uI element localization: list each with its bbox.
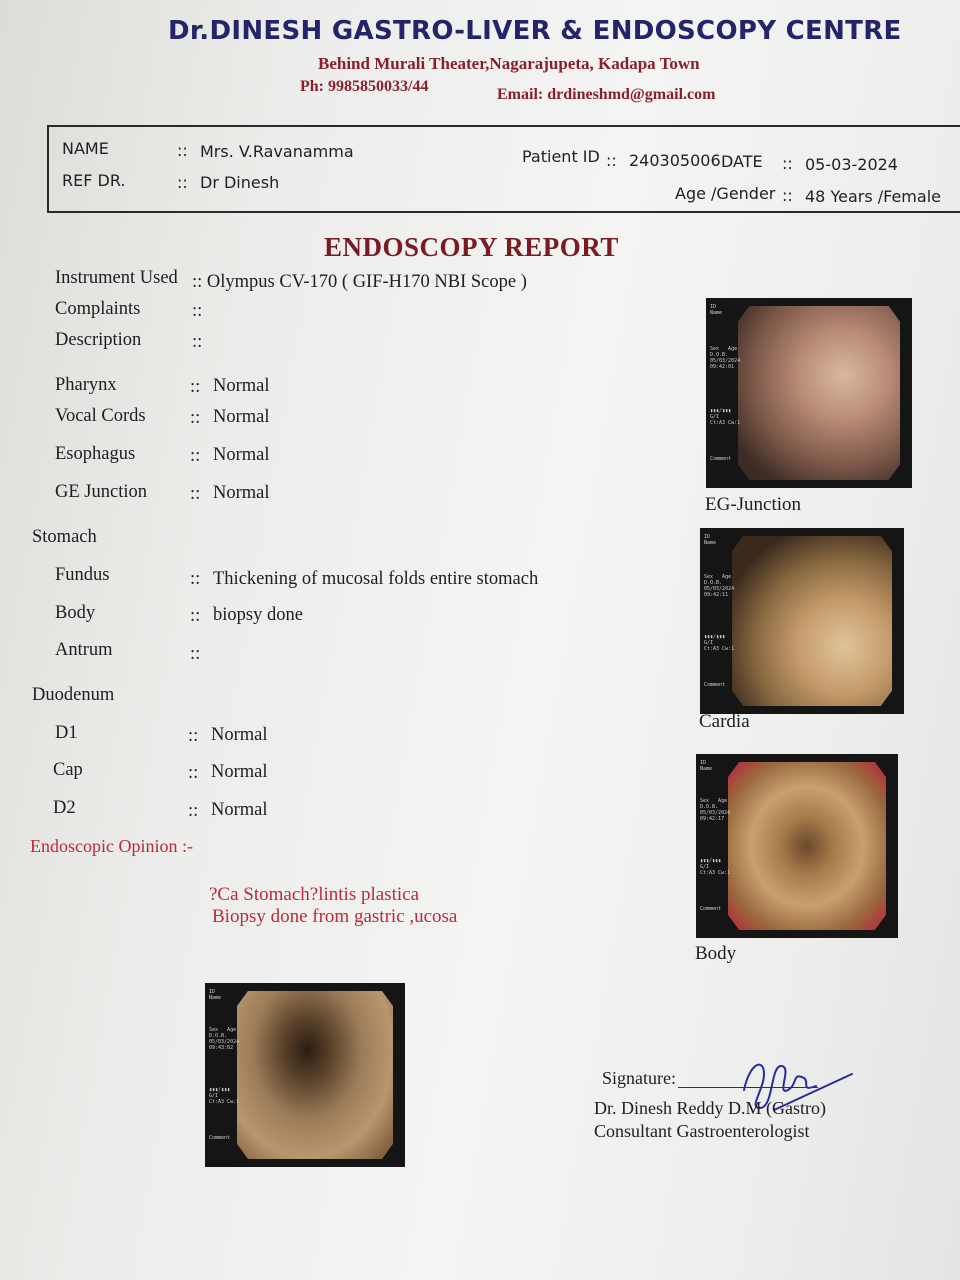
caption-body: Body <box>695 943 737 964</box>
date-separator: :: <box>782 154 793 173</box>
duodenum-heading: Duodenum <box>32 685 115 705</box>
esophagus-value: Normal <box>213 445 270 465</box>
opinion-label: Endoscopic Opinion :- <box>30 836 193 856</box>
clinic-address: Behind Murali Theater,Nagarajupeta, Kadapa Town <box>318 54 700 73</box>
instrument-label: Instrument Used <box>55 268 178 288</box>
ge-junction-label: GE Junction <box>55 482 147 502</box>
vocal-cords-separator: :: <box>190 408 201 428</box>
name-separator: :: <box>177 141 188 160</box>
patient-id: 240305006 <box>629 151 721 170</box>
pharynx-separator: :: <box>190 377 201 397</box>
antrum-label: Antrum <box>55 640 113 660</box>
id-separator: :: <box>606 151 617 170</box>
body-separator: :: <box>190 606 201 626</box>
date-label: DATE <box>721 152 763 171</box>
ref-doctor: Dr Dinesh <box>200 173 280 192</box>
instrument-value: :: Olympus CV-170 ( GIF-H170 NBI Scope ) <box>192 272 527 292</box>
caption-eg-junction: EG-Junction <box>705 494 802 515</box>
fundus-value: Thickening of mucosal folds entire stomach <box>213 569 539 589</box>
vocal-cords-label: Vocal Cords <box>55 406 146 426</box>
stomach-heading: Stomach <box>32 527 97 547</box>
patient-name: Mrs. V.Ravanamma <box>200 142 354 161</box>
patient-id-label: Patient ID <box>522 147 600 166</box>
body-value: biopsy done <box>213 605 303 625</box>
cap-value: Normal <box>211 762 268 782</box>
vocal-cords-value: Normal <box>213 407 270 427</box>
antrum-separator: :: <box>190 644 201 664</box>
d1-value: Normal <box>211 725 268 745</box>
report-date: 05-03-2024 <box>805 155 898 174</box>
age-gender-label: Age /Gender <box>675 184 776 203</box>
complaints-separator: :: <box>192 301 203 321</box>
caption-cardia: Cardia <box>699 711 750 732</box>
ge-junction-value: Normal <box>213 483 270 503</box>
ref-separator: :: <box>177 173 188 192</box>
opinion-line-1: ?Ca Stomach?lintis plastica <box>209 884 420 905</box>
fundus-label: Fundus <box>55 565 110 585</box>
endoscopy-image-body: ID Name Sex Age D.O.B. 05/03/2024 09:42:17 ▮▮▮/▮▮▮ G/I Ct:A3 Cw:1 Comment <box>696 754 898 938</box>
endoscopy-image-4: ID Name Sex Age D.O.B. 05/03/2024 09:43:02 ▮▮▮/▮▮▮ G/I Ct:A3 Cw:1 Comment <box>205 983 405 1167</box>
ref-doctor-label: REF DR. <box>62 171 126 190</box>
d1-label: D1 <box>55 723 78 743</box>
endoscopy-image-eg-junction: ID Name Sex Age D.O.B. 05/03/2024 09:42:01 ▮▮▮/▮▮▮ G/I Ct:A3 Cw:1 Comment <box>706 298 912 488</box>
ge-junction-separator: :: <box>190 484 201 504</box>
doctor-designation: Consultant Gastroenterologist <box>594 1121 810 1141</box>
description-separator: :: <box>192 332 203 352</box>
cap-separator: :: <box>188 763 199 783</box>
pharynx-value: Normal <box>213 376 270 396</box>
age-gender: 48 Years /Female <box>805 187 941 206</box>
age-separator: :: <box>782 186 793 205</box>
esophagus-label: Esophagus <box>55 444 136 464</box>
description-label: Description <box>55 330 142 350</box>
body-label: Body <box>55 603 96 623</box>
esophagus-separator: :: <box>190 446 201 466</box>
d1-separator: :: <box>188 726 199 746</box>
doctor-name: Dr. Dinesh Reddy D.M (Gastro) <box>594 1098 826 1118</box>
cap-label: Cap <box>53 760 83 780</box>
name-label: NAME <box>62 139 109 158</box>
signature-label: Signature: <box>602 1068 676 1088</box>
pharynx-label: Pharynx <box>55 375 117 395</box>
d2-separator: :: <box>188 801 199 821</box>
opinion-line-2: Biopsy done from gastric ,ucosa <box>212 906 458 927</box>
endoscopy-image-cardia: ID Name Sex Age D.O.B. 05/03/2024 09:42:11 ▮▮▮/▮▮▮ G/I Ct:A3 Cw:1 Comment <box>700 528 904 714</box>
d2-value: Normal <box>211 800 268 820</box>
clinic-phone: Ph: 9985850033/44 <box>300 78 429 95</box>
clinic-email: Email: drdineshmd@gmail.com <box>497 86 716 103</box>
d2-label: D2 <box>53 798 76 818</box>
clinic-name: Dr.DINESH GASTRO-LIVER & ENDOSCOPY CENTRE <box>168 16 902 46</box>
fundus-separator: :: <box>190 569 201 589</box>
report-title: ENDOSCOPY REPORT <box>324 232 619 262</box>
complaints-label: Complaints <box>55 299 141 319</box>
